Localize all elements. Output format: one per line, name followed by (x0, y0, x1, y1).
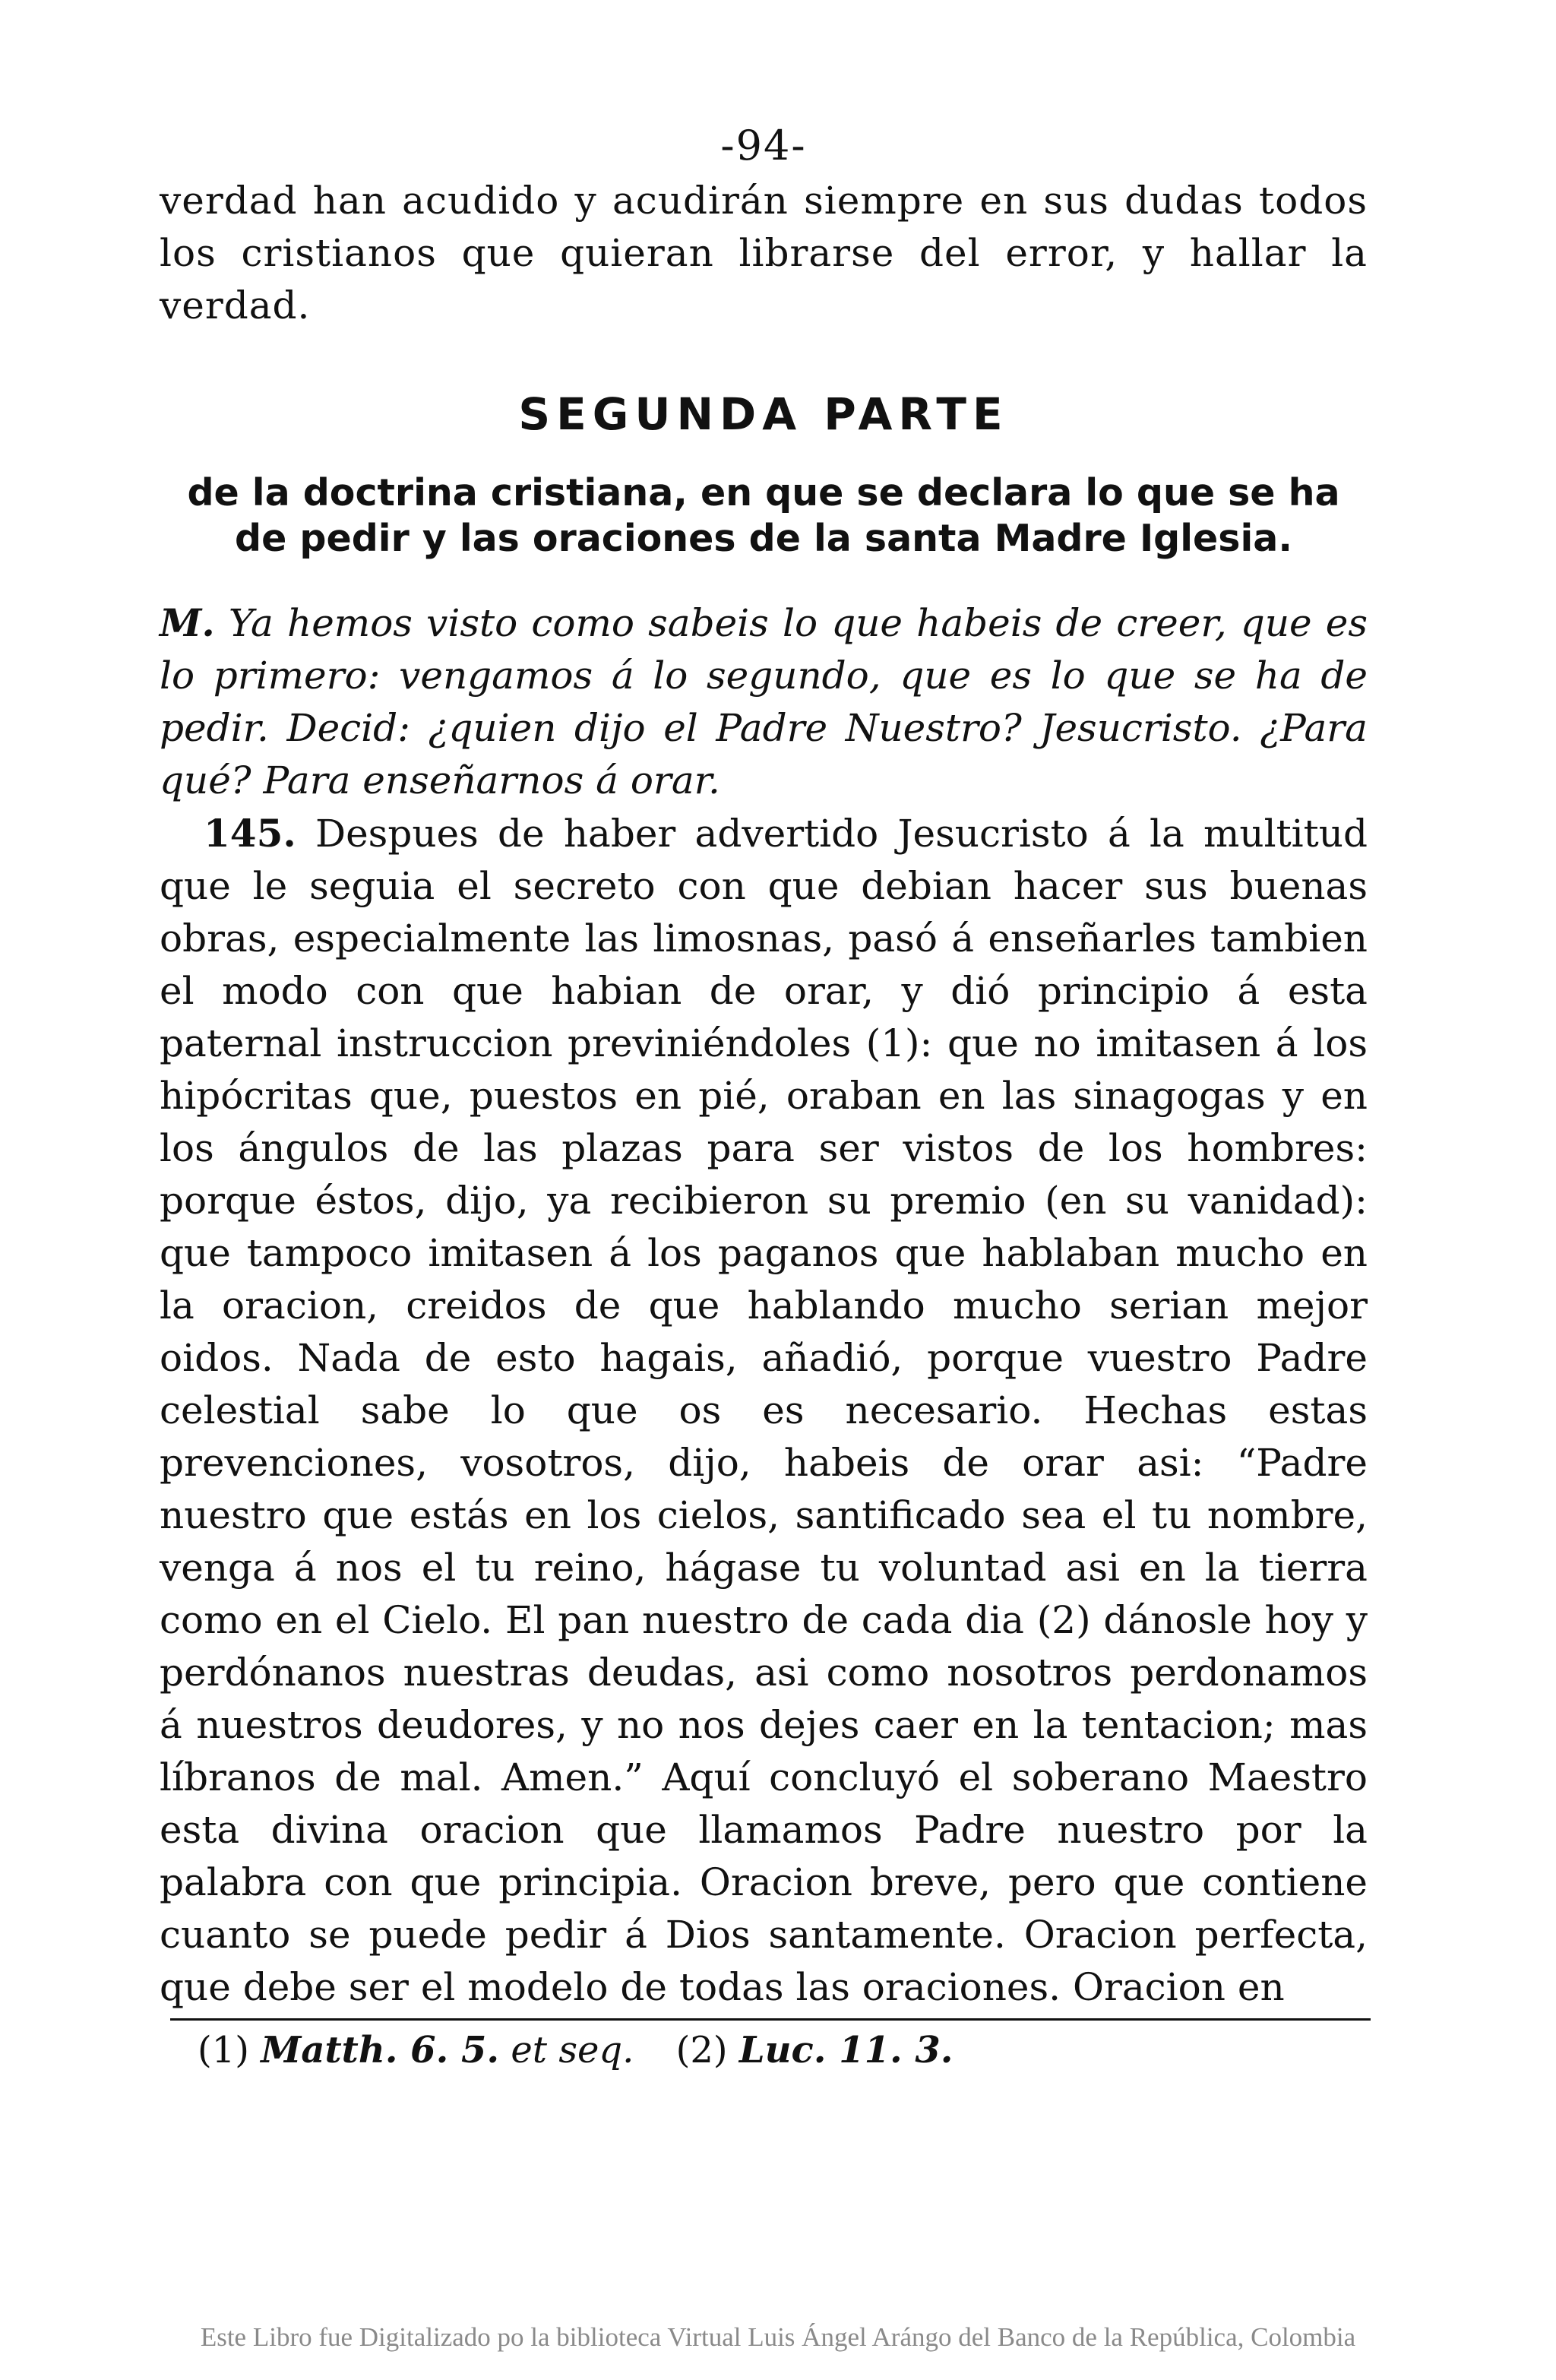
section-title: SEGUNDA PARTE (518, 388, 1009, 440)
footnote-reference: Luc. 11. 3. (738, 2029, 954, 2071)
digitization-credit: Este Libro fue Digitalizado po la biblioteca Virtual Luis Ángel Arángo del Banco de la República, Colombia (200, 2322, 1356, 2352)
footnote-1 (198, 2029, 646, 2071)
footnote-number: (2) (675, 2029, 728, 2071)
book-page (160, 122, 1368, 2074)
footnote-reference: Matth. 6. 5. (261, 2029, 500, 2071)
dialogue-paragraph (160, 597, 1368, 807)
dialogue-text: Ya hemos visto como sabeis lo que habeis de creer, que es lo primero: vengamos á lo segundo, que es lo que se ha de pedir. Decid: ¿quien dijo el Padre Nuestro? Jesucristo. ¿Para qué? Para enseñarnos á orar. (160, 601, 1368, 802)
body-paragraph (160, 807, 1368, 2014)
page-number: -94- (720, 122, 807, 169)
paragraph-text: Despues de haber advertido Jesucristo á la multitud que le seguia el secreto con que debian hacer sus buenas obras, especialmente las limosnas, pasó á enseñarles tambien el modo con que habian de orar, y dió principio á esta paternal instruccion previniéndoles (1): que no imitasen á los hipócritas que, puestos en pié, oraban en las sinagogas y en los ángulos de las plazas para ser vistos de los hombres: porque éstos, dijo, ya recibieron su premio (en su vanidad): que tampoco imitasen á los paganos que hablaban mucho en la oracion, creidos de que hablando mucho serian mejor oidos. Nada de esto hagais, añadió, porque vuestro Padre celestial sabe lo que os es necesario. Hechas estas prevenciones, vosotros, dijo, habeis de orar asi: “Padre nuestro que estás en los cielos, santificado sea el tu nombre, venga á nos el tu reino, hágase tu voluntad asi en la tierra como en el Cielo. El pan nuestro de cada dia (2) dánosle hoy y perdónanos nuestras deudas, asi como nosotros perdonamos á nuestros deudores, y no nos dejes caer en la tentacion; mas líbranos de mal. Amen.” Aquí concluyó el soberano Maestro esta divina oracion que llamamos Padre nuestro por la palabra con que principia. Oracion breve, pero que contiene cuanto se puede pedir á Dios santamente. Oracion perfecta, que debe ser el modelo de todas las oraciones. Oracion en (160, 812, 1368, 2009)
intro-paragraph: verdad han acudido y acudirán siempre en sus dudas todos los cristianos que quieran librarse del error, y hallar la verdad. (160, 179, 1368, 328)
section-subtitle: de la doctrina cristiana, en que se declara lo que se ha de pedir y las oraciones de la santa Madre Iglesia. (187, 471, 1340, 560)
footnotes (160, 2027, 1368, 2074)
footnote-2 (676, 2029, 954, 2071)
footnote-extra: et seq. (511, 2029, 634, 2071)
dialogue-speaker: M. (160, 600, 215, 645)
paragraph-number: 145. (204, 811, 296, 856)
footnote-divider (170, 2018, 1371, 2021)
footnote-number: (1) (198, 2029, 249, 2071)
